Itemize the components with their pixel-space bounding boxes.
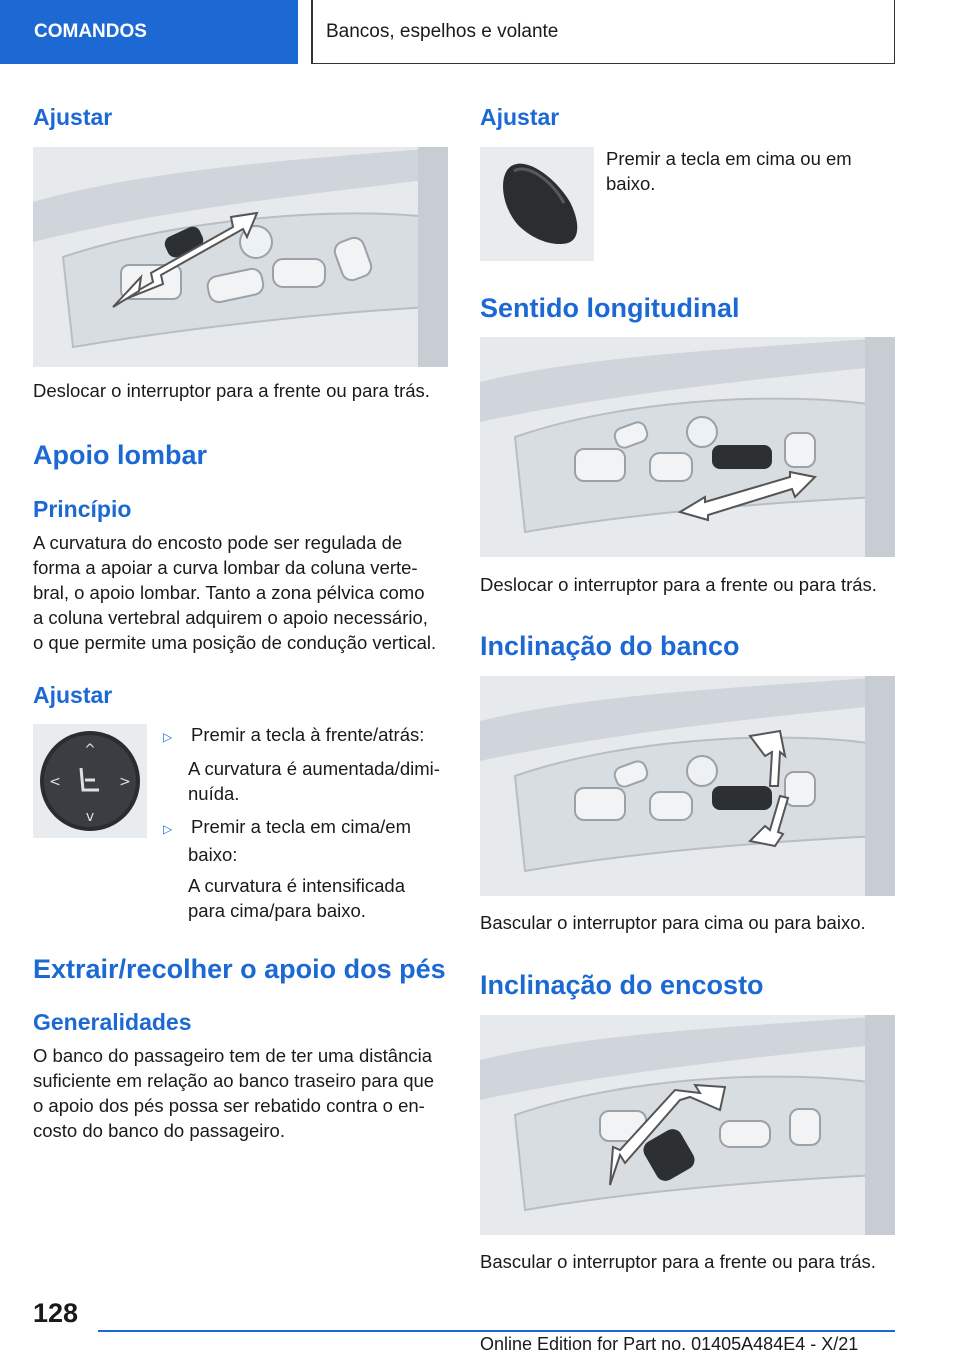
list-item: [160, 814, 455, 923]
generalidades-line: O banco do passageiro tem de ter uma distância: [33, 1045, 433, 1066]
list-item: [160, 722, 455, 806]
heading-inclinacao-encosto: Inclinação do encosto: [480, 970, 764, 1000]
heading-sentido-longitudinal: Sentido longitudinal: [480, 293, 740, 323]
figure-lumbar-control: [33, 724, 147, 838]
page-number: 128: [33, 1298, 79, 1328]
generalidades-line: o apoio dos pés possa ser rebatido contra o en‐: [33, 1095, 425, 1116]
ajustar-right-line: Premir a tecla em cima ou em: [606, 148, 852, 169]
header-section-tab: [0, 0, 298, 64]
chevron-up-icon: ^: [84, 742, 96, 758]
triangle-bullet-icon: ▷: [163, 730, 173, 744]
heading-principio: Princípio: [33, 496, 132, 522]
generalidades-line: costo do banco do passageiro.: [33, 1120, 285, 1141]
heading-generalidades: Generalidades: [33, 1009, 192, 1035]
figure-longitudinal: [480, 337, 895, 557]
principio-paragraph: [33, 530, 453, 655]
list-item-text: Premir a tecla à frente/atrás:: [191, 724, 425, 745]
list-item-text: Premir a tecla em cima/em: [191, 816, 411, 837]
header-section-label: COMANDOS: [34, 21, 147, 42]
lumbar-list: [160, 722, 455, 923]
list-item-text: baixo:: [188, 844, 238, 865]
caption-inclinacao-encosto: Bascular o interruptor para a frente ou para trás.: [480, 1251, 876, 1272]
figure-rocker-switch: [480, 147, 594, 261]
figure-inclinacao-encosto: [480, 1015, 895, 1235]
list-item-sub: nuída.: [188, 783, 240, 804]
generalidades-paragraph: [33, 1043, 453, 1143]
figure-inclinacao-banco: [480, 676, 895, 896]
heading-apoio-lombar: Apoio lombar: [33, 440, 207, 470]
figure-seat-switch-adjust: [33, 147, 448, 367]
heading-ajustar-lombar: Ajustar: [33, 682, 113, 708]
list-item-sub: A curvatura é intensificada: [188, 875, 405, 896]
ajustar-right-text: [606, 146, 896, 196]
principio-line: o que permite uma posição de condução vertical.: [33, 632, 437, 653]
principio-line: a coluna vertebral adquirem o apoio necessário,: [33, 607, 428, 628]
list-item-sub: A curvatura é aumentada/dimi‐: [188, 758, 440, 779]
header-subsection: [311, 0, 895, 64]
heading-inclinacao-banco: Inclinação do banco: [480, 631, 740, 661]
generalidades-line: suficiente em relação ao banco traseiro para que: [33, 1070, 435, 1091]
header-subsection-label: Bancos, espelhos e volante: [326, 20, 559, 42]
heading-ajustar-right: Ajustar: [480, 104, 560, 130]
footer-rule: [98, 1330, 895, 1332]
principio-line: forma a apoiar a curva lombar da coluna verte‐: [33, 557, 418, 578]
caption-longitudinal: Deslocar o interruptor para a frente ou para trás.: [480, 574, 877, 595]
principio-line: A curvatura do encosto pode ser regulada de: [33, 532, 403, 553]
list-item-sub: para cima/para baixo.: [188, 900, 366, 921]
triangle-bullet-icon: ▷: [163, 822, 173, 836]
principio-line: bral, o apoio lombar. Tanto a zona pélvica como: [33, 582, 425, 603]
caption-seat-adjust: Deslocar o interruptor para a frente ou para trás.: [33, 380, 430, 401]
caption-inclinacao-banco: Bascular o interruptor para cima ou para baixo.: [480, 912, 866, 933]
chevron-down-icon: v: [85, 809, 95, 825]
heading-ajustar-seat-adjust: Ajustar: [33, 104, 113, 130]
chevron-left-icon: <: [49, 774, 61, 790]
ajustar-right-line: baixo.: [606, 173, 656, 194]
footer-edition: Online Edition for Part no. 01405A484E4 - X/21: [480, 1334, 859, 1354]
chevron-right-icon: >: [119, 774, 131, 790]
heading-extrair-apoio-pes: Extrair/recolher o apoio dos pés: [33, 954, 446, 984]
